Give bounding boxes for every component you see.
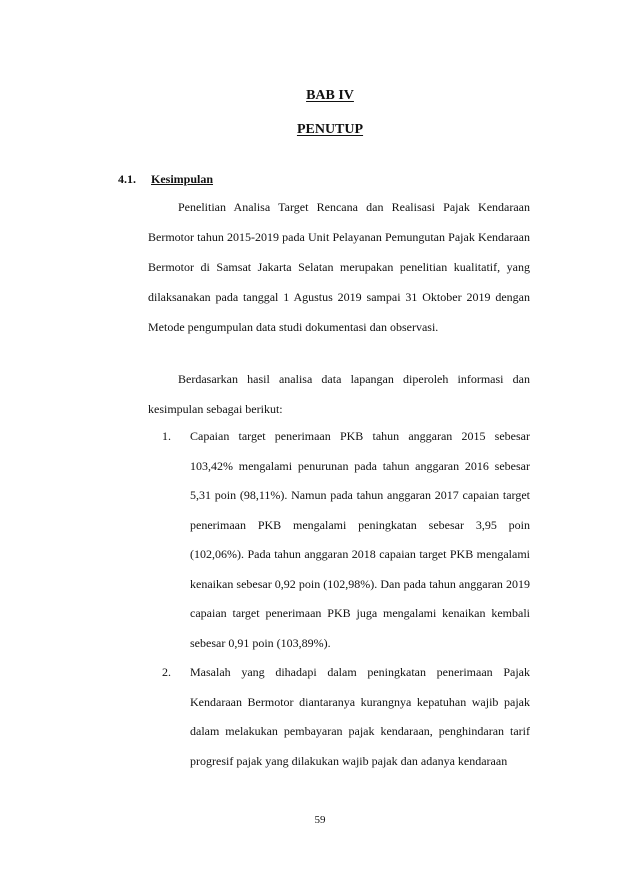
section-number: 4.1. [118, 172, 136, 186]
conclusion-list [148, 422, 530, 776]
list-item-text: Masalah yang dihadapi dalam peningkatan penerimaan Pajak Kendaraan Bermotor diantaranya kurangnya kepatuhan wajib pajak dalam melakukan pembayaran pajak kendaraan, penghindaran tarif progresif pajak yang dilakukan wajib pajak dan adanya kendaraan [190, 665, 530, 768]
paragraph-summary-lead: Berdasarkan hasil analisa data lapangan diperoleh informasi dan kesimpulan sebagai berikut: [148, 372, 530, 416]
list-item-text: Capaian target penerimaan PKB tahun anggaran 2015 sebesar 103,42% mengalami penurunan pada tahun anggaran 2016 sebesar 5,31 poin (98,11%). Namun pada tahun anggaran 2017 capaian target penerimaan PKB mengalami peningkatan sebesar 3,95 poin (102,06%). Pada tahun anggaran 2018 capaian target PKB mengalami kenaikan sebesar 0,92 poin (102,98%). Dan pada tahun anggaran 2019 capaian target penerimaan PKB juga mengalami kenaikan kembali sebesar 0,91 poin (103,89%). [190, 429, 530, 650]
list-item [148, 658, 530, 776]
list-item [148, 422, 530, 658]
section-heading [118, 172, 213, 187]
chapter-label: BAB IV [306, 88, 354, 103]
chapter-title: PENUTUP [296, 122, 364, 137]
list-item-marker: 2. [162, 665, 171, 679]
section-title: Kesimpulan [151, 172, 214, 186]
list-item-marker: 1. [162, 429, 171, 443]
page-number: 59 [314, 814, 326, 826]
paragraph-intro: Penelitian Analisa Target Rencana dan Realisasi Pajak Kendaraan Bermotor tahun 2015-2019 pada Unit Pelayanan Pemungutan Pajak Kendaraan Bermotor di Samsat Jakarta Selatan merupakan penelitian kualitatif, yang dilaksanakan pada tanggal 1 Agustus 2019 sampai 31 Oktober 2019 dengan Metode pengumpulan data studi dokumentasi dan observasi. [148, 200, 530, 334]
